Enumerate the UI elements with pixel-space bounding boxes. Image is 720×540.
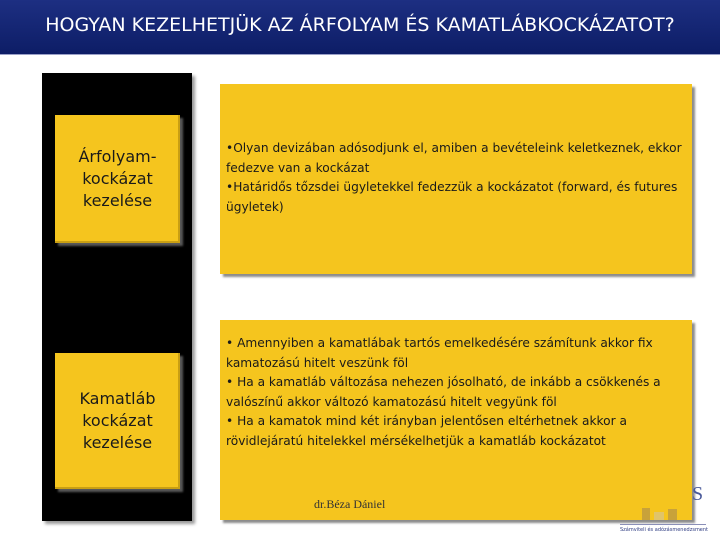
fx-risk-label-box bbox=[55, 115, 180, 243]
fx-risk-bullet: •Olyan devizában adósodjunk el, amiben a bevételeink keletkeznek, ekkor fedezve van a kockázat bbox=[226, 141, 682, 175]
footer-author: dr.Béza Dániel bbox=[314, 497, 386, 511]
interest-risk-bullet: • Amennyiben a kamatlábak tartós emelkedésére számítunk akkor fix kamatozású hitelt veszünk föl bbox=[226, 336, 653, 370]
logo-letter: S bbox=[692, 483, 704, 505]
logo-mark-icon bbox=[640, 506, 680, 522]
slide-title: HOGYAN KEZELHETJÜK AZ ÁRFOLYAM ÉS KAMATLÁBKOCKÁZATOT? bbox=[45, 14, 675, 36]
interest-risk-label-box bbox=[55, 353, 180, 489]
interest-risk-label: Kamatláb kockázat kezelése bbox=[79, 389, 156, 452]
logo-caption: Számviteli és adózásmenedzsment bbox=[620, 527, 709, 533]
fx-risk-bullet: •Határidős tőzsdei ügyletekkel fedezzük a kockázatot (forward, és futures ügyletek) bbox=[226, 180, 678, 214]
title-bar bbox=[0, 0, 720, 55]
interest-risk-bullet: • Ha a kamatláb változása nehezen jósolható, de inkább a csökkenés a valószínű akkor változó kamatozású hitelt vegyünk föl bbox=[226, 375, 661, 409]
institution-logo bbox=[618, 480, 708, 535]
logo-rule bbox=[620, 524, 706, 525]
fx-risk-content-box bbox=[220, 84, 692, 274]
fx-risk-label: Árfolyam- kockázat kezelése bbox=[78, 147, 157, 210]
interest-risk-bullet: • Ha a kamatok mind két irányban jelentősen eltérhetnek akkor a rövidlejáratú hitelekkel mérsékelhetjük a kamatláb kockázatot bbox=[226, 414, 627, 448]
